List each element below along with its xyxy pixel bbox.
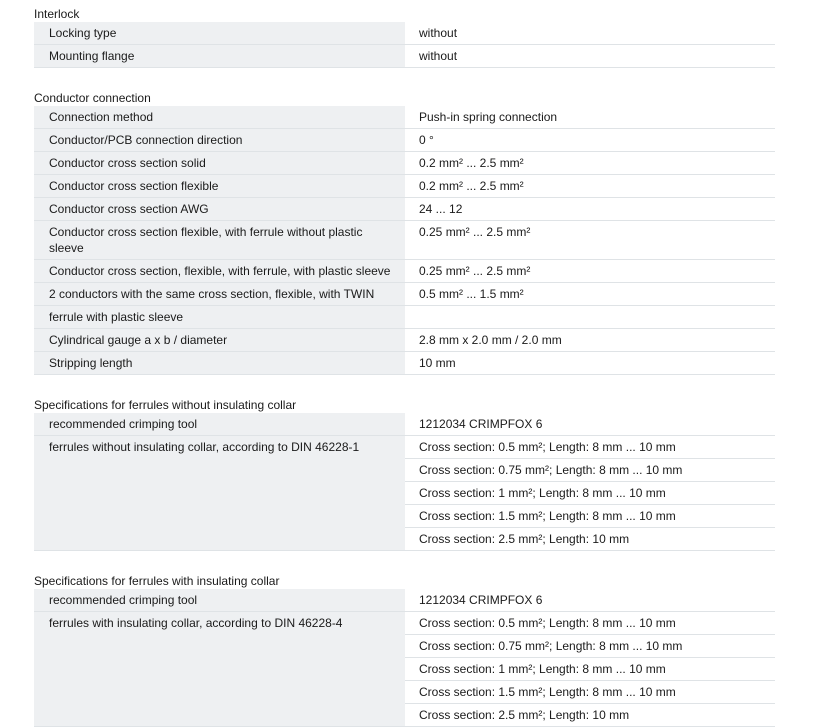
spec-label: Cylindrical gauge a x b / diameter xyxy=(34,329,405,352)
spec-value: without xyxy=(405,22,775,45)
spec-label: ferrules with insulating collar, according to DIN 46228-4 xyxy=(34,612,405,727)
spec-label: Conductor cross section, flexible, with ferrule, with plastic sleeve xyxy=(34,260,405,283)
spec-label: Conductor cross section AWG xyxy=(34,198,405,221)
spec-value: 2.8 mm x 2.0 mm / 2.0 mm xyxy=(405,329,775,352)
spec-label: Connection method xyxy=(34,106,405,129)
spec-value: Push-in spring connection xyxy=(405,106,775,129)
spec-value: 0.25 mm² ... 2.5 mm² xyxy=(405,260,775,283)
table-row xyxy=(34,260,775,283)
table-row xyxy=(34,413,775,436)
spec-value: Cross section: 1 mm²; Length: 8 mm ... 10 mm xyxy=(405,658,775,681)
spec-value: 1212034 CRIMPFOX 6 xyxy=(405,413,775,436)
table-row xyxy=(34,589,775,612)
spec-value: Cross section: 1.5 mm²; Length: 8 mm ... 10 mm xyxy=(405,505,775,528)
section-title-ferrules-with-collar: Specifications for ferrules with insulating collar xyxy=(34,574,280,588)
spec-label: Stripping length xyxy=(34,352,405,375)
table-row xyxy=(34,175,775,198)
spec-label: Mounting flange xyxy=(34,45,405,68)
table-row xyxy=(34,129,775,152)
spec-label: Conductor cross section solid xyxy=(34,152,405,175)
spec-label: recommended crimping tool xyxy=(34,589,405,612)
table-row xyxy=(34,152,775,175)
spec-table-ferrules-without-collar xyxy=(34,413,775,551)
spec-value: 24 ... 12 xyxy=(405,198,775,221)
spec-label: recommended crimping tool xyxy=(34,413,405,436)
spec-value: Cross section: 0.5 mm²; Length: 8 mm ... 10 mm xyxy=(405,612,775,635)
spec-value: 10 mm xyxy=(405,352,775,375)
spec-value: 0.2 mm² ... 2.5 mm² xyxy=(405,175,775,198)
section-title-ferrules-without-collar: Specifications for ferrules without insulating collar xyxy=(34,398,297,412)
table-row xyxy=(34,45,775,68)
spec-value: without xyxy=(405,45,775,68)
table-row xyxy=(34,221,775,260)
spec-value: Cross section: 0.5 mm²; Length: 8 mm ... 10 mm xyxy=(405,436,775,459)
table-row xyxy=(34,306,775,329)
spec-sheet xyxy=(34,0,775,727)
spec-value: Cross section: 0.75 mm²; Length: 8 mm ... 10 mm xyxy=(405,459,775,482)
spec-value: Cross section: 0.75 mm²; Length: 8 mm ... 10 mm xyxy=(405,635,775,658)
table-row xyxy=(34,436,775,459)
spec-label: Conductor cross section flexible xyxy=(34,175,405,198)
spec-value: Cross section: 2.5 mm²; Length: 10 mm xyxy=(405,704,775,727)
table-row xyxy=(34,352,775,375)
spec-label: ferrules without insulating collar, according to DIN 46228-1 xyxy=(34,436,405,551)
table-row xyxy=(34,22,775,45)
spec-value: 0 ° xyxy=(405,129,775,152)
spec-value: Cross section: 2.5 mm²; Length: 10 mm xyxy=(405,528,775,551)
section-title-interlock: Interlock xyxy=(34,7,80,21)
table-row xyxy=(34,283,775,306)
spec-label: Locking type xyxy=(34,22,405,45)
spec-value: 1212034 CRIMPFOX 6 xyxy=(405,589,775,612)
table-row xyxy=(34,106,775,129)
spec-table-ferrules-with-collar xyxy=(34,589,775,727)
spec-label: Conductor cross section flexible, with ferrule without plastic sleeve xyxy=(34,221,405,260)
spec-label: 2 conductors with the same cross section, flexible, with TWIN xyxy=(34,283,405,306)
section-title-conductor-connection: Conductor connection xyxy=(34,91,151,105)
spec-table-conductor-connection xyxy=(34,106,775,375)
spec-value: 0.5 mm² ... 1.5 mm² xyxy=(405,283,775,306)
table-row xyxy=(34,329,775,352)
spec-value xyxy=(405,306,775,329)
spec-value: 0.2 mm² ... 2.5 mm² xyxy=(405,152,775,175)
spec-value: 0.25 mm² ... 2.5 mm² xyxy=(405,221,775,260)
spec-label: Conductor/PCB connection direction xyxy=(34,129,405,152)
spec-label: ferrule with plastic sleeve xyxy=(34,306,405,329)
table-row xyxy=(34,198,775,221)
spec-value: Cross section: 1.5 mm²; Length: 8 mm ... 10 mm xyxy=(405,681,775,704)
spec-table-interlock xyxy=(34,22,775,68)
table-row xyxy=(34,612,775,635)
spec-value: Cross section: 1 mm²; Length: 8 mm ... 10 mm xyxy=(405,482,775,505)
